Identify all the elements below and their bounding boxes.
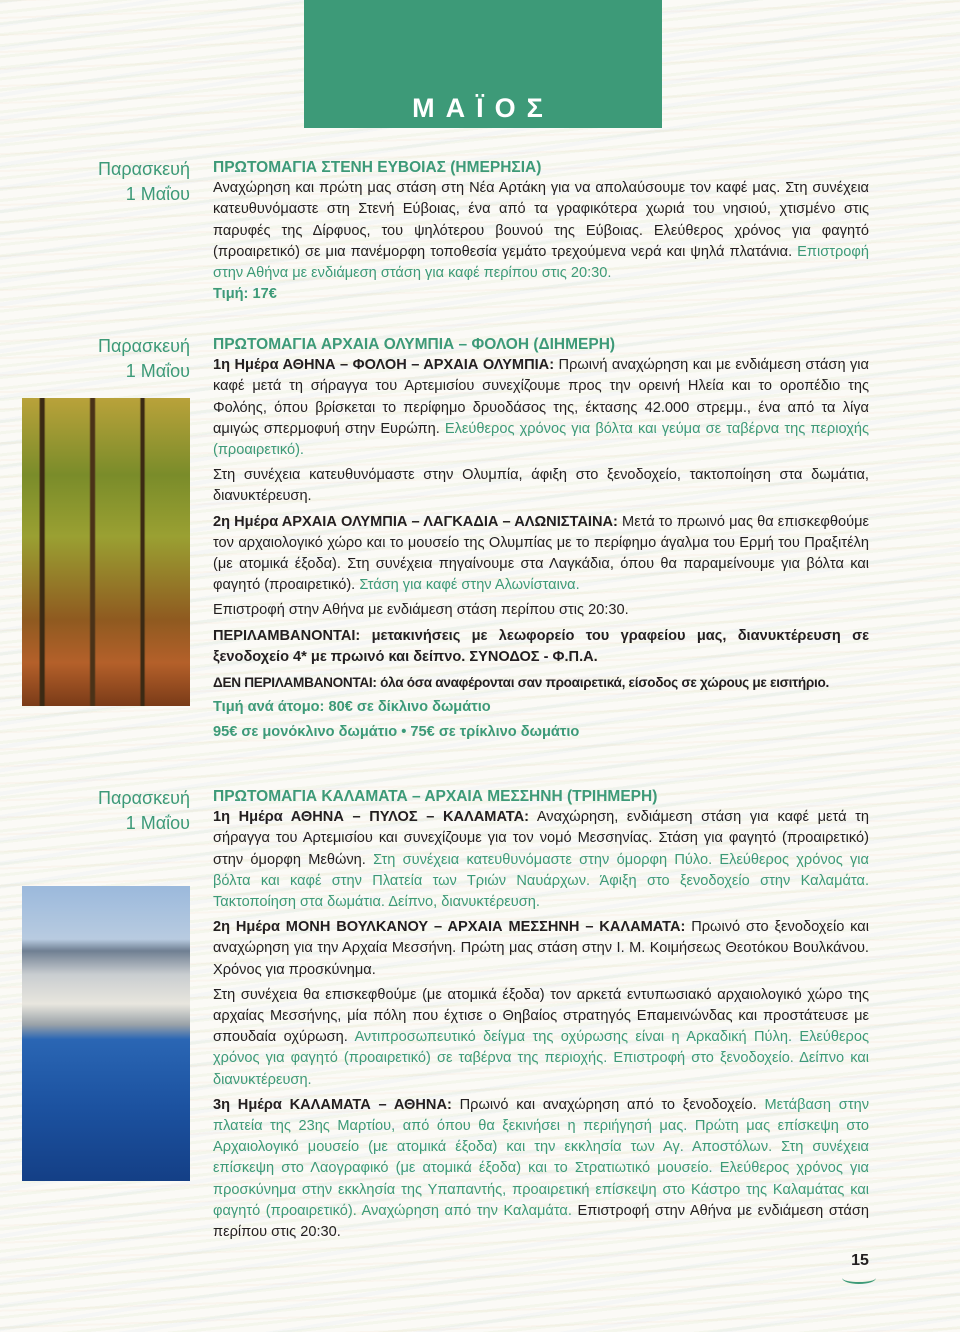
day-name: Παρασκευή	[97, 788, 190, 808]
day-2-description: 2η Ημέρα ΜΟΝΗ ΒΟΥΛΚΑΝΟΥ – ΑΡΧΑΙΑ ΜΕΣΣΗΝΗ – ΚΑΛΑΜΑΤΑ: Πρωινό στο ξενοδοχείο και αναχώρηση για την Αρχαία Μεσσήνη. Πρώτη μας στάση στην Ι. Μ. Κοιμήσεως Θεοτόκου Βουλκάνου. Χρόνος για προσκύνημα.	[213, 919, 869, 978]
day-3-description: 3η Ημέρα ΚΑΛΑΜΑΤΑ – ΑΘΗΝΑ: Πρωινό και αναχώρηση από το ξενοδοχείο. Μετάβαση στην πλατεία της 23ης Μαρτίου, από όπου θα ξεκινήσει η περιήγησή μας. Πρώτη μας επίσκεψη στο Αρχαιολογικό μουσείο (με ατομικά έξοδα) και την εκκλησία των Αγ. Αποστόλων. Στη συνέχεια επίσκεψη στο Λαογραφικό (με ατομικά έξοδα) και το Στρατιωτικό μουσείο. Ελεύθερος χρόνος για προσκύνημα στην εκκλησία της Υπαπαντής, προαιρετική επίσκεψη στο Κάστρο της Καλαμάτας και φαγητό (προαιρετικό). Αναχώρηση από την Καλαμάτα. Επιστροφή στην Αθήνα με ενδιάμεση στάση περίπου στις 20:30.	[213, 1096, 869, 1241]
page-number-decoration	[842, 1272, 876, 1284]
day-1-description: 1η Ημέρα ΑΘΗΝΑ – ΠΥΛΟΣ – ΚΑΛΑΜΑΤΑ: Αναχώρηση, ενδιάμεση στάση για καφέ μετά τη σήραγγα του Αρτεμισίου και συνεχίζουμε για τον νομό Μεσσηνίας. Στάση για φαγητό (προαιρετικό) στην όμορφη Μεθώνη. Στη συνέχεια κατευθυνόμαστε στην όμορφη Πύλο. Ελεύθερος χρόνος για βόλτα και καφέ στην Πλατεία των Τριών Ναυάρχων. Άφιξη στο ξενοδοχείο στην Καλαμάτα. Τακτοποίηση στα δωμάτια. Δείπνο, διανυκτέρευση.	[213, 809, 870, 911]
section-date-block	[60, 157, 190, 207]
trip-title: ΠΡΩΤΟΜΑΓΙΑ ΚΑΛΑΜΑΤΑ – ΑΡΧΑΙΑ ΜΕΣΣΗΝΗ (ΤΡΙΗΜΕΡΗ)	[213, 788, 658, 805]
day-name: Παρασκευή	[97, 336, 190, 356]
price-room-options: 95€ σε μονόκλινο δωμάτιο • 75€ σε τρίκλινο δωμάτιο	[213, 724, 580, 741]
section-date-block	[60, 786, 190, 836]
day-1-description: 1η Ημέρα ΑΘΗΝΑ – ΦΟΛΟΗ – ΑΡΧΑΙΑ ΟΛΥΜΠΙΑ: Πρωινή αναχώρηση και με ενδιάμεση στάση για καφέ μετά τη σήραγγα του Αρτεμισίου συνεχίζουμε προς την ορεινή Ηλεία και το οροπέδιο της Φολόης, όπου βρίσκεται το περίφημο δρυοδάσος της, έκτασης 42.000 στρεμμ., ένα από τα λίγα αμιγώς σπερμοφυή στην Ευρώπη. Ελεύθερος χρόνος για βόλτα και γεύμα σε ταβέρνα της περιοχής (προαιρετικό).	[213, 357, 869, 459]
return-info: Επιστροφή στην Αθήνα με ενδιάμεση στάση περίπου στις 20:30.	[213, 602, 629, 619]
month-title: ΜΑΪΟΣ	[412, 93, 554, 123]
section-date-block	[60, 334, 190, 384]
trip-title: ΠΡΩΤΟΜΑΓΙΑ ΑΡΧΑΙΑ ΟΛΥΜΠΙΑ – ΦΟΛΟΗ (ΔΙΗΜΕΡΗ)	[213, 336, 616, 353]
trip-section-olympia	[213, 334, 869, 744]
coastal-town-photo	[22, 886, 190, 1181]
day-name: Παρασκευή	[97, 159, 190, 179]
price-label: Τιμή: 17€	[213, 286, 277, 303]
forest-photo	[22, 398, 190, 706]
day-1-continuation: Στη συνέχεια κατευθυνόμαστε στην Ολυμπία, άφιξη στο ξενοδοχείο, τακτοποίηση στα δωμάτια, διανυκτέρευση.	[213, 467, 869, 505]
trip-description: Αναχώρηση και πρώτη μας στάση στη Νέα Αρτάκη για να απολαύσουμε τον καφέ μας. Στη συνέχεια κατευθυνόμαστε στη Στενή Εύβοιας, ένα από τα γραφικότερα χωριά του νησιού, χτισμένο στις παρυφές της Δίρφυος, του ψηλότερου βουνού της Εύβοιας. Ελεύθερος χρόνος για φαγητό (προαιρετικό) σε μια πανέμορφη τοποθεσία γεμάτο τρεχούμενα νερά και ψηλά πλατάνια. Επιστροφή στην Αθήνα με ενδιάμεση στάση για καφέ περίπου στις 20:30.	[213, 180, 869, 282]
date-label: 1 Μαΐου	[125, 813, 190, 833]
excludes-info: ΔΕΝ ΠΕΡΙΛΑΜΒΑΝΟΝΤΑΙ: όλα όσα αναφέρονται σαν προαιρετικά, είσοδος σε χώρους με εισιτήριο.	[213, 675, 829, 691]
trip-title: ΠΡΩΤΟΜΑΓΙΑ ΣΤΕΝΗ ΕΥΒΟΙΑΣ (ΗΜΕΡΗΣΙΑ)	[213, 159, 542, 176]
trip-section-kalamata	[213, 786, 869, 1243]
page-number: 15	[851, 1252, 869, 1269]
day-2-description: 2η Ημέρα ΑΡΧΑΙΑ ΟΛΥΜΠΙΑ – ΛΑΓΚΑΔΙΑ – ΑΛΩΝΙΣΤΑΙΝΑ: Μετά το πρωινό μας θα επισκεφθούμε τον αρχαιολογικό χώρο και το μουσείο της Ολυμπίας με το περίφημο άγαλμα του Ερμή του Πραξιτέλη (με ατομικά έξοδα). Στη συνέχεια πηγαίνουμε στα Λαγκάδια, όπου θα παραμείνουμε για βόλτα και φαγητό (προαιρετικό). Στάση για καφέ στην Αλωνίσταινα.	[213, 513, 869, 594]
date-label: 1 Μαΐου	[125, 361, 190, 381]
price-per-person: Τιμή ανά άτομο: 80€ σε δίκλινο δωμάτιο	[213, 699, 491, 716]
includes-info: ΠΕΡΙΛΑΜΒΑΝΟΝΤΑΙ: μετακινήσεις με λεωφορείο του γραφείου μας, διανυκτέρευση σε ξενοδοχείο 4* με πρωινό και δείπνο. ΣΥΝΟΔΟΣ - Φ.Π.Α.	[213, 627, 869, 665]
month-header	[304, 0, 662, 128]
day-2-continuation: Στη συνέχεια θα επισκεφθούμε (με ατομικά έξοδα) τον αρκετά εντυπωσιακό αρχαιολογικό χώρο της αρχαίας Μεσσήνης, μία πόλη που έχτισε ο Θηβαίος στρατηγός Επαμεινώνδας και προστάτευσε με σπουδαία οχύρωση. Αντιπροσωπευτικό δείγμα της οχύρωσης είναι η Αρκαδική Πύλη. Ελεύθερος χρόνος για φαγητό (προαιρετικό) σε ταβέρνα της περιοχής. Επιστροφή στο ξενοδοχείο. Δείπνο και διανυκτέρευση.	[213, 986, 869, 1088]
trip-section-evia	[213, 157, 869, 305]
date-label: 1 Μαΐου	[125, 184, 190, 204]
